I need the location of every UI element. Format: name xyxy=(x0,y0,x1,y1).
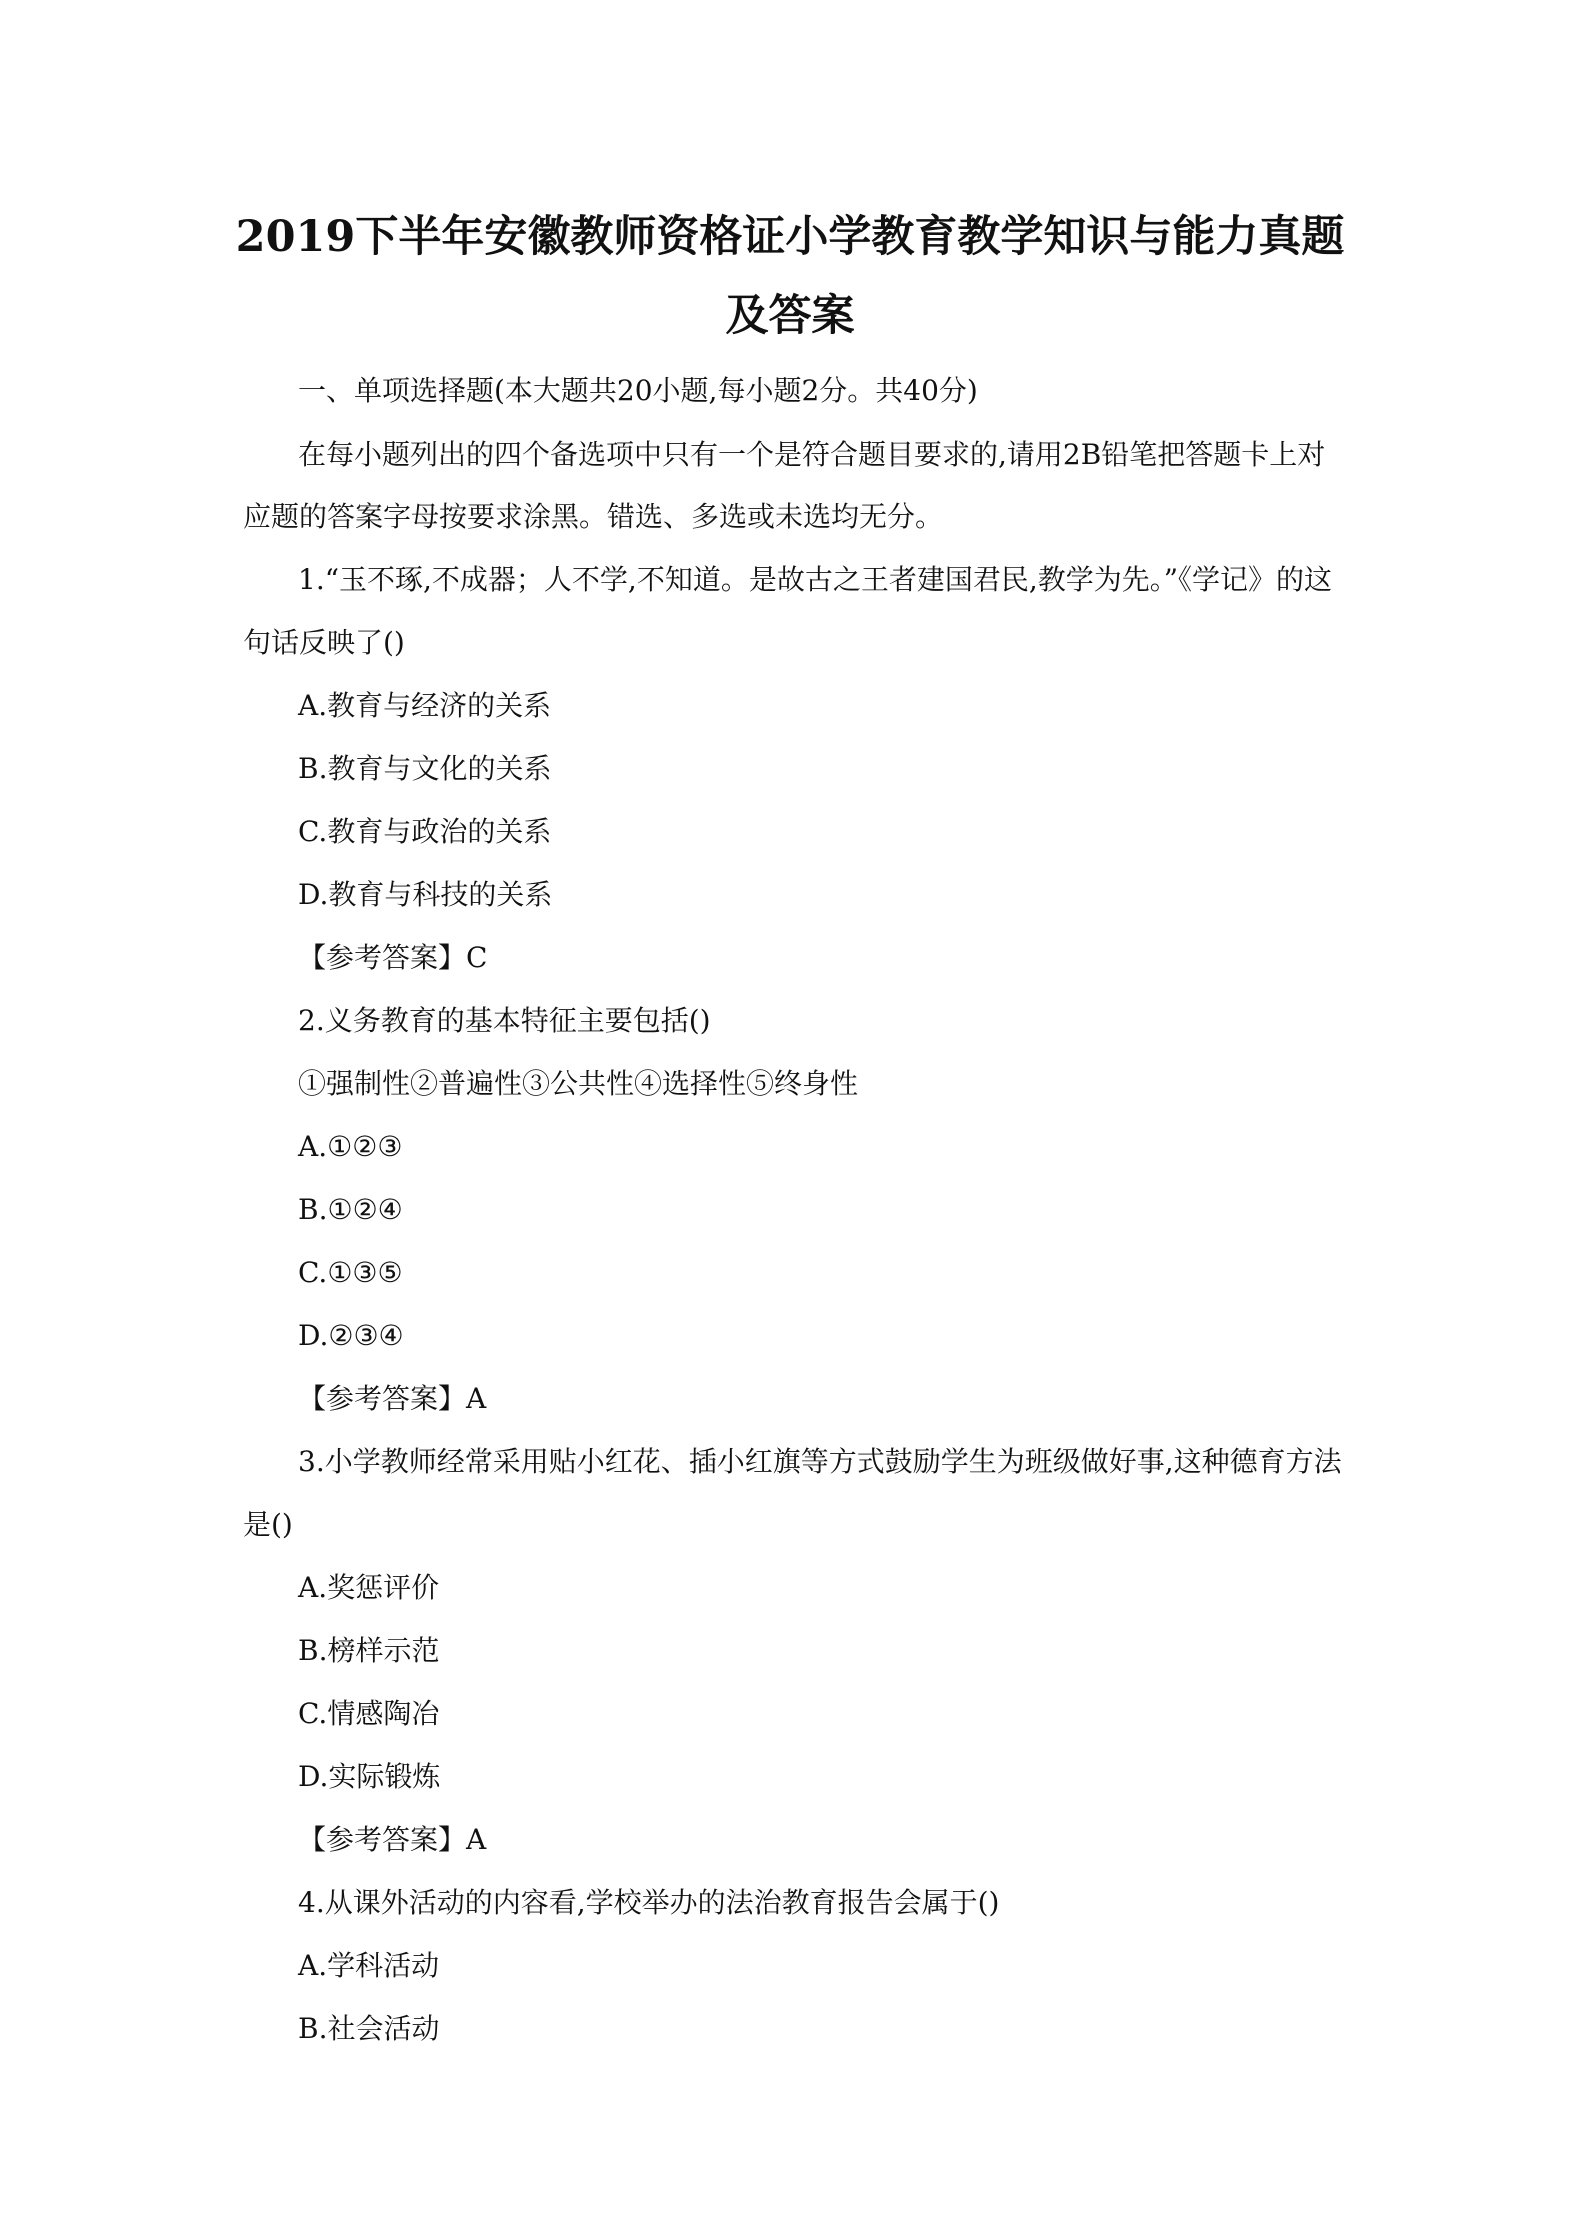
question-2-option-b: B.①②④ xyxy=(298,1193,403,1226)
question-3-option-c: C.情感陶冶 xyxy=(298,1697,440,1730)
document-title-line-1: 2019下半年安徽教师资格证小学教育教学知识与能力真题 xyxy=(235,212,1345,262)
section-heading: 一、单项选择题(本大题共20小题,每小题2分。共40分) xyxy=(298,374,978,407)
question-2-option-c: C.①③⑤ xyxy=(298,1256,403,1289)
question-1-answer: 【参考答案】C xyxy=(298,941,488,974)
question-1-stem-line-1: 1.“玉不琢,不成器；人不学,不知道。是故古之王者建国君民,教学为先。”《学记》的这 xyxy=(298,563,1333,596)
question-3-answer: 【参考答案】A xyxy=(298,1823,487,1856)
question-4-option-b: B.社会活动 xyxy=(298,2012,440,2045)
document-title-line-2: 及答案 xyxy=(725,291,855,341)
instructions-line-2: 应题的答案字母按要求涂黑。错选、多选或未选均无分。 xyxy=(243,500,944,533)
question-2-stem-line-1: 2.义务教育的基本特征主要包括() xyxy=(298,1004,711,1037)
question-2-stem-line-2: ①强制性②普遍性③公共性④选择性⑤终身性 xyxy=(298,1067,859,1100)
question-4-option-a: A.学科活动 xyxy=(298,1949,440,1982)
question-1-option-b: B.教育与文化的关系 xyxy=(298,752,552,785)
question-1-option-d: D.教育与科技的关系 xyxy=(298,878,553,911)
question-2-option-d: D.②③④ xyxy=(298,1319,404,1352)
question-3-option-a: A.奖惩评价 xyxy=(298,1571,440,1604)
question-4-stem-line-1: 4.从课外活动的内容看,学校举办的法治教育报告会属于() xyxy=(298,1886,1000,1919)
question-1-option-a: A.教育与经济的关系 xyxy=(298,689,552,722)
question-1-option-c: C.教育与政治的关系 xyxy=(298,815,552,848)
question-1-stem-line-2: 句话反映了() xyxy=(243,626,405,659)
question-3-stem-line-1: 3.小学教师经常采用贴小红花、插小红旗等方式鼓励学生为班级做好事,这种德育方法 xyxy=(298,1445,1342,1478)
question-2-option-a: A.①②③ xyxy=(298,1130,403,1163)
question-3-stem-line-2: 是() xyxy=(243,1508,293,1541)
question-2-answer: 【参考答案】A xyxy=(298,1382,487,1415)
question-3-option-d: D.实际锻炼 xyxy=(298,1760,441,1793)
question-3-option-b: B.榜样示范 xyxy=(298,1634,440,1667)
instructions-line-1: 在每小题列出的四个备选项中只有一个是符合题目要求的,请用2B铅笔把答题卡上对 xyxy=(298,438,1326,471)
